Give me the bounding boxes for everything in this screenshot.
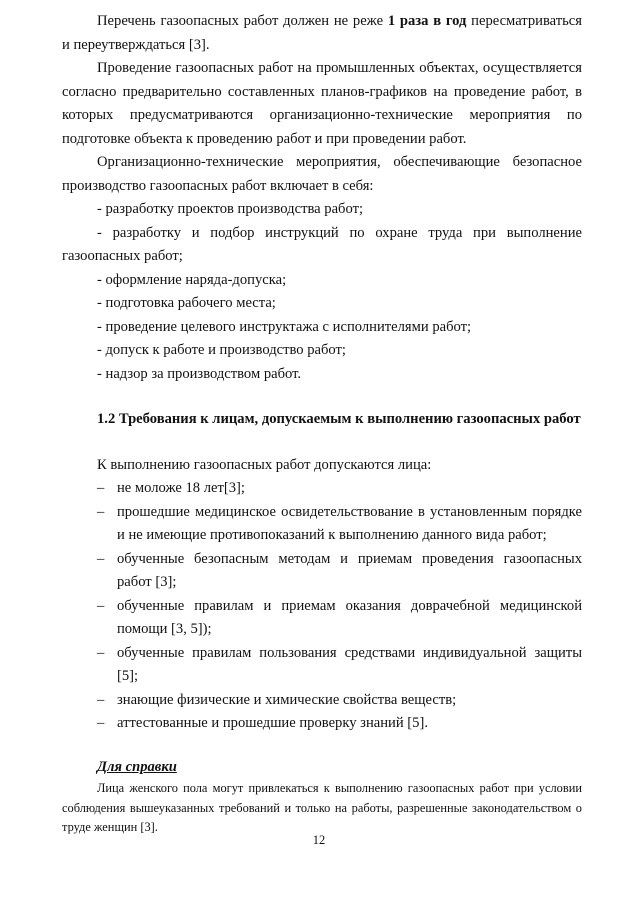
paragraph-admission-intro: К выполнению газоопасных работ допускаются лица:	[97, 456, 432, 473]
section-heading: 1.2 Требования к лицам, допускаемым к выполнению газоопасных работ	[97, 411, 581, 427]
dash-bullet: –	[97, 480, 105, 496]
dash-bullet: –	[97, 550, 105, 567]
paragraph-conducting-works: Проведение газоопасных работ на промышленных объектах, осуществляется согласно предварительно составленных планов-графиков на проведение работ, в которых предусматриваются организационно-технические мероприятия по подготовке объекта к проведению работ и при проведении работ.	[62, 60, 582, 147]
list-item: - надзор за производством работ.	[97, 365, 302, 382]
list-item: - допуск к работе и производство работ;	[97, 342, 346, 358]
requirements-list	[62, 477, 582, 736]
list-item	[62, 689, 582, 713]
list-item-text: обученные правилам и приемам оказания доврачебной медицинской помощи [3, 5]);	[117, 597, 582, 637]
document-page	[62, 10, 582, 838]
page-number: 12	[312, 833, 326, 847]
list-item: - разработку проектов производства работ;	[97, 201, 364, 217]
paragraph-review-frequency	[62, 10, 582, 57]
reference-note	[62, 756, 582, 838]
text-run: пересматриваться и переутверждаться [3].	[62, 13, 582, 53]
list-item: - подготовка рабочего места;	[97, 295, 276, 311]
paragraph-measures-intro: Организационно-технические мероприятия, обеспечивающие безопасное производство газоопасных работ включает в себя:	[62, 154, 582, 194]
list-item	[62, 642, 582, 689]
dash-bullet: –	[97, 597, 105, 614]
list-item: - оформление наряда-допуска;	[97, 271, 287, 288]
list-item-text: обученные безопасным методам и приемам проведения газоопасных работ [3];	[117, 550, 582, 590]
list-item	[62, 501, 582, 548]
note-title: Для справки	[97, 758, 177, 775]
dash-bullet: –	[97, 691, 105, 708]
list-item: - разработку и подбор инструкций по охране труда при выполнение газоопасных работ;	[62, 224, 582, 264]
list-item-text: знающие физические и химические свойства веществ;	[117, 691, 457, 708]
list-item-text: прошедшие медицинское освидетельствование в установленным порядке и не имеющие противопоказаний к выполнению данного вида работ;	[117, 503, 582, 543]
list-item-text: не моложе 18 лет[3];	[117, 480, 245, 496]
list-item-text: аттестованные и прошедшие проверку знаний [5].	[117, 715, 428, 731]
text-run: Перечень газоопасных работ должен не реже	[97, 13, 388, 29]
list-item-text: обученные правилам пользования средствами индивидуальной защиты [5];	[117, 644, 582, 684]
list-item: - проведение целевого инструктажа с исполнителями работ;	[97, 318, 472, 335]
list-item	[62, 712, 582, 736]
list-item	[62, 548, 582, 595]
dash-bullet: –	[97, 715, 105, 731]
list-item	[62, 595, 582, 642]
list-item	[62, 477, 582, 501]
dash-bullet: –	[97, 503, 105, 520]
text-run-bold: 1 раза в год	[387, 13, 467, 29]
dash-bullet: –	[97, 644, 105, 661]
note-text: Лица женского пола могут привлекаться к выполнению газоопасных работ при условии соблюдения вышеуказанных требований и только на работы, разрешенные законодательством о труде женщин [3].	[62, 781, 582, 834]
measures-list	[62, 198, 582, 386]
